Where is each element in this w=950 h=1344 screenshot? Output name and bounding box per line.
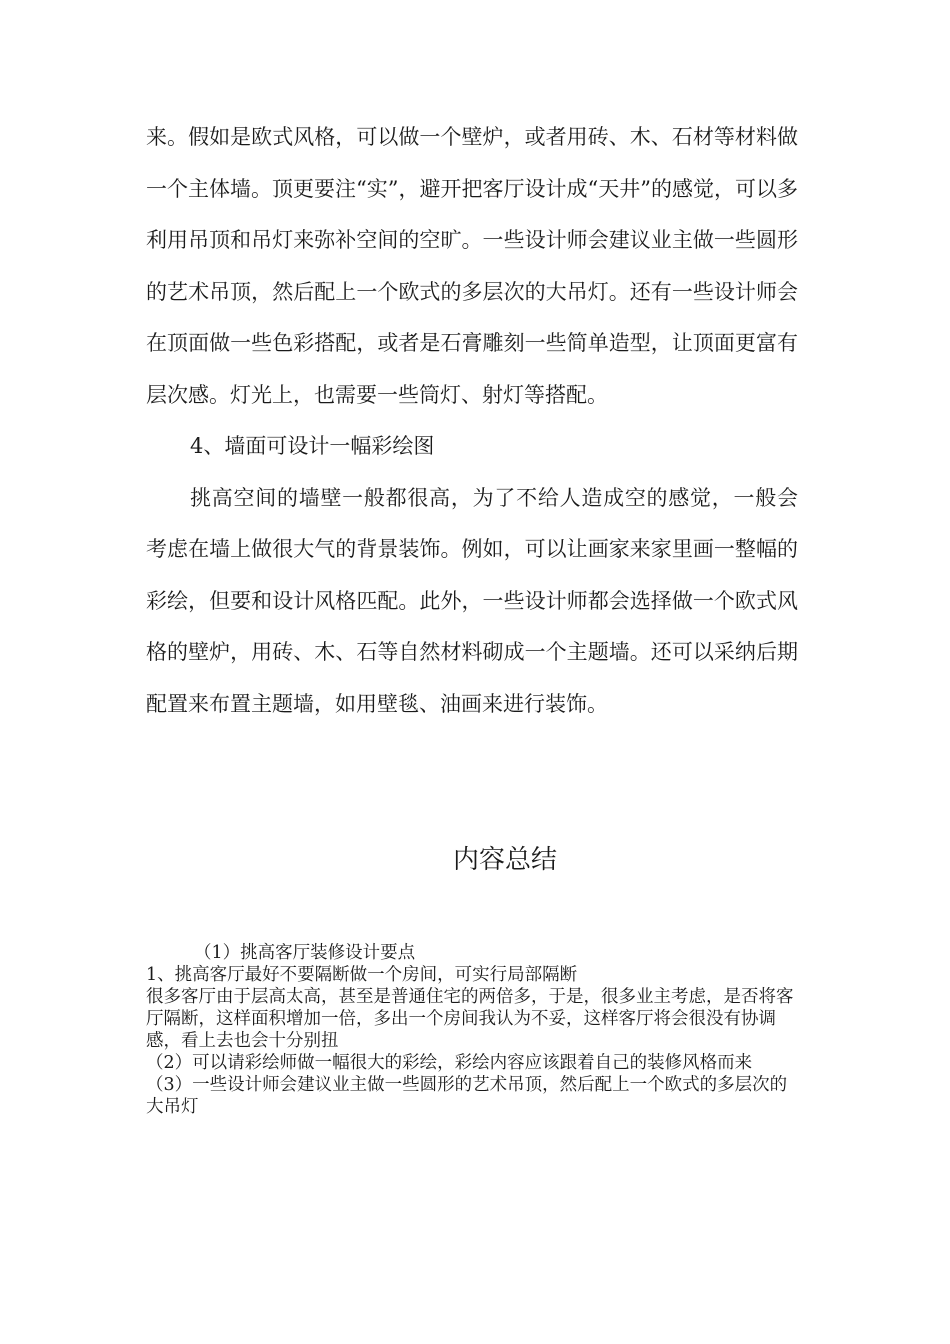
summary-item: 1、挑高客厅最好不要隔断做一个房间，可实行局部隔断 xyxy=(146,965,578,985)
summary-item: （1）挑高客厅装修设计要点 xyxy=(194,943,416,963)
paragraph-wall-decoration: 挑高空间的墙壁一般都很高，为了不给人造成空的感觉，一般会考虑在墙上做很大气的背景装饰。例如，可以让画家来家里画一整幅的彩绘，但要和设计风格匹配。此外，一些设计师都会选择做一个欧式风格的壁炉，用砖、木、石等自然材料砌成一个主题墙。还可以采纳后期配置来布置主题墙，如用壁毯、油画来进行装饰。 xyxy=(146,485,798,716)
summary-item: （3）一些设计师会建议业主做一些圆形的艺术吊顶，然后配上一个欧式的多层次的大吊灯 xyxy=(146,1075,788,1117)
paragraph-ceiling-design: 来。假如是欧式风格，可以做一个壁炉，或者用砖、木、石材等材料做一个主体墙。顶更要注“实”，避开把客厅设计成“天井”的感觉，可以多利用吊顶和吊灯来弥补空间的空旷。一些设计师会建议业主做一些圆形的艺术吊顶，然后配上一个欧式的多层次的大吊灯。还有一些设计师会在顶面做一些色彩搭配，或者是石膏雕刻一些简单造型，让顶面更富有层次感。灯光上，也需要一些筒灯、射灯等搭配。 xyxy=(146,125,798,407)
summary-item: （2）可以请彩绘师做一幅很大的彩绘，彩绘内容应该跟着自己的装修风格而来 xyxy=(146,1053,753,1073)
summary-item: 很多客厅由于层高太高，甚至是普通住宅的两倍多，于是，很多业主考虑，是否将客厅隔断，这样面积增加一倍，多出一个房间我认为不妥，这样客厅将会很没有协调感，看上去也会十分别扭 xyxy=(146,987,794,1051)
summary-section xyxy=(146,942,801,1118)
section-heading-wall-mural: 4、墙面可设计一幅彩绘图 xyxy=(190,434,435,458)
body-text xyxy=(146,112,798,730)
summary-title: 内容总结 xyxy=(452,845,557,875)
